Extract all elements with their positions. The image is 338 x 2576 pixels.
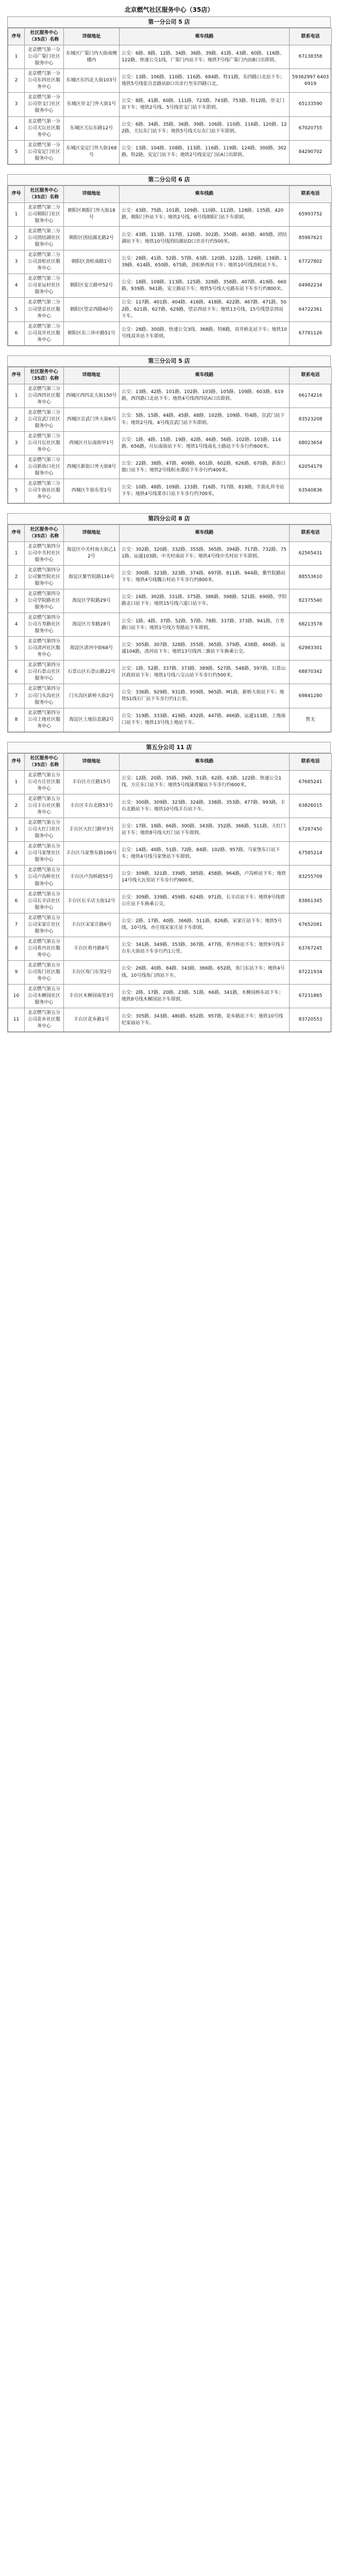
- cell-phone: 83861345: [290, 889, 332, 913]
- cell-center-name: 北京燃气第五分公司花乡社区服务中心: [25, 1008, 64, 1032]
- cell-route: 公交：13路、104路、108路、113路、116路、119路、124路、300路、302路、特2路，安定门站下车；地铁2号线安定门站A口出即到。: [120, 140, 290, 164]
- cell-seq: 1: [8, 45, 25, 69]
- cell-phone: 67652081: [290, 913, 332, 937]
- header-center: 社区服务中心（35店）名称: [25, 185, 64, 202]
- header-center: 社区服务中心（35店）名称: [25, 524, 64, 541]
- cell-address: 东城区广渠门内大街南侧楼内: [64, 45, 120, 69]
- cell-center-name: 北京燃气第四分公司门头沟社区服务中心: [25, 684, 64, 708]
- cell-route: 公交：1路、4路、37路、52路、57路、78路、337路、373路、941路，万寿路口站下车；地铁1号线万寿路站下车即到。: [120, 613, 290, 637]
- cell-address: 朝阳区望京西路40号: [64, 298, 120, 321]
- cell-route: 公交：1路、4路、15路、19路、42路、46路、56路、102路、103路、114路、656路，月坛南街站下车；地铁1号线南礼士路站下车步行约600米。: [120, 432, 290, 455]
- header-center: 社区服务中心（35店）名称: [25, 367, 64, 384]
- branch-section: [7, 16, 331, 165]
- section-title: 第五分公司 11 店: [8, 742, 330, 753]
- cell-address: 西城区月坛南街甲1号: [64, 432, 120, 455]
- table-row: [8, 116, 332, 140]
- cell-seq: 3: [8, 250, 25, 274]
- cell-center-name: 北京燃气第三分公司宣武门社区服务中心: [25, 408, 64, 431]
- cell-seq: 6: [8, 660, 25, 684]
- cell-seq: 4: [8, 842, 25, 866]
- header-seq: 序号: [8, 524, 25, 541]
- cell-address: 丰台区花乡路1号: [64, 1008, 120, 1032]
- table-header-row: [8, 753, 332, 770]
- table-row: [8, 937, 332, 960]
- cell-route: 公交：6路、8路、12路、34路、36路、39路、41路、43路、60路、116路、122路、快速公交1线，广渠门内站下车；地铁7号线广渠门内站B口出即到。: [120, 45, 290, 69]
- cell-address: 门头沟区新桥大街2号: [64, 684, 120, 708]
- cell-seq: 8: [8, 937, 25, 960]
- cell-phone: 65993752: [290, 202, 332, 226]
- cell-phone: 67287450: [290, 818, 332, 842]
- header-phone: 联系电话: [290, 367, 332, 384]
- cell-route: 公交：10路、48路、109路、133路、716路、717路、819路，牛街礼拜寺站下车；地铁4号线菜市口站下车步行约700米。: [120, 479, 290, 503]
- cell-seq: 2: [8, 227, 25, 250]
- cell-route: 公交：5路、15路、44路、45路、48路、102路、109路、特4路，宣武门站下车；地铁2号线、4号线宣武门站下车即到。: [120, 408, 290, 431]
- cell-route: 公交：18路、108路、113路、125路、328路、358路、407路、419路、660路、939路、941路，安立路站下车；地铁5号线大屯路东站下车步行约800米。: [120, 274, 290, 298]
- table-row: [8, 708, 332, 732]
- cell-center-name: 北京燃气第五分公司马家堡社区服务中心: [25, 842, 64, 866]
- cell-route: 公交：26路、40路、84路、343路、366路、652路，角门东站下车；地铁4号线、10号线角门西站下车。: [120, 960, 290, 984]
- table-row: [8, 1008, 332, 1032]
- header-seq: 序号: [8, 367, 25, 384]
- table-row: [8, 889, 332, 913]
- table-header-row: [8, 28, 332, 45]
- header-center: 社区服务中心（35店）名称: [25, 753, 64, 770]
- cell-address: 丰台区大红门路甲3号: [64, 818, 120, 842]
- cell-route: 公交：2路、17路、40路、366路、511路、826路，宋家庄站下车；地铁5号线、10号线、亦庄线宋家庄站下车即到。: [120, 913, 290, 937]
- cell-center-name: 北京燃气第五分公司木樨园社区服务中心: [25, 985, 64, 1008]
- header-phone: 联系电话: [290, 753, 332, 770]
- cell-seq: 5: [8, 637, 25, 660]
- cell-route: 公交：117路、401路、404路、416路、418路、422路、467路、471路、502路、621路、627路、629路，望京西站下车；地铁13号线、15号线望京西站下车。: [120, 298, 290, 321]
- cell-phone: 68870342: [290, 660, 332, 684]
- cell-phone: 67585214: [290, 842, 332, 866]
- header-seq: 序号: [8, 753, 25, 770]
- header-address: 详细地址: [64, 367, 120, 384]
- table-row: [8, 408, 332, 431]
- cell-route: 公交：309路、339路、459路、624路、971路，长辛店站下车；地铁9号线郭公庄站下车换乘公交。: [120, 889, 290, 913]
- cell-seq: 5: [8, 298, 25, 321]
- header-phone: 联系电话: [290, 28, 332, 45]
- cell-address: 丰台区长辛店大街12号: [64, 889, 120, 913]
- cell-address: 西城区西四北大街150号: [64, 384, 120, 408]
- cell-seq: 10: [8, 985, 25, 1008]
- cell-center-name: 北京燃气第四分公司上地社区服务中心: [25, 708, 64, 732]
- cell-address: 海淀区紫竹院路116号: [64, 565, 120, 589]
- cell-center-name: 北京燃气第二分公司团结湖社区服务中心: [25, 227, 64, 250]
- service-center-table: [8, 28, 332, 164]
- cell-seq: 5: [8, 140, 25, 164]
- cell-seq: 3: [8, 432, 25, 455]
- cell-phone: 67138358: [290, 45, 332, 69]
- cell-phone: 88553610: [290, 565, 332, 589]
- cell-seq: 2: [8, 794, 25, 818]
- cell-address: 西城区宣武门外大街6号: [64, 408, 120, 431]
- cell-seq: 3: [8, 93, 25, 116]
- header-address: 详细地址: [64, 185, 120, 202]
- cell-route: 公交：336路、929路、931路、959路、965路、M1路，新桥大街站下车；地铁S1线石厂站下车步行约1公里。: [120, 684, 290, 708]
- cell-route: 公交：13路、106路、110路、116路、684路、特11路，东四路口北站下车；地铁5号线张自忠路站D口出步行至东四路口北。: [120, 69, 290, 93]
- cell-route: 公交：341路、349路、353路、367路、477路，看丹桥站下车；地铁9号线丰台东大街站下车步行约1公里。: [120, 937, 290, 960]
- cell-route: 公交：13路、42路、101路、102路、103路、105路、109路、603路、619路，西四路口北站下车；地铁4号线西四站A口出即到。: [120, 384, 290, 408]
- header-route: 乘车线路: [120, 185, 290, 202]
- cell-center-name: 北京燃气第五分公司卢沟桥社区服务中心: [25, 866, 64, 889]
- cell-route: 公交：43路、75路、101路、109路、110路、112路、128路、135路、420路，朝阳门外站下车；地铁2号线、6号线朝阳门站下车即到。: [120, 202, 290, 226]
- cell-address: 石景山区石景山路22号: [64, 660, 120, 684]
- table-row: [8, 660, 332, 684]
- cell-seq: 3: [8, 818, 25, 842]
- cell-seq: 4: [8, 455, 25, 479]
- cell-seq: 2: [8, 69, 25, 93]
- cell-phone: 87221934: [290, 960, 332, 984]
- table-row: [8, 565, 332, 589]
- cell-phone: 62565431: [290, 541, 332, 565]
- cell-address: 东城区崇文门外大街1号: [64, 93, 120, 116]
- cell-route: 公交：22路、38路、47路、409路、601路、602路、626路、670路，新街口豁口站下车；地铁2号线积水潭站下车步行约400米。: [120, 455, 290, 479]
- cell-phone: 67685241: [290, 770, 332, 794]
- table-row: [8, 93, 332, 116]
- cell-phone: 63767245: [290, 937, 332, 960]
- cell-seq: 2: [8, 565, 25, 589]
- header-phone: 联系电话: [290, 185, 332, 202]
- page-title: 北京燃气社区服务中心（35店）: [124, 6, 214, 13]
- cell-seq: 9: [8, 960, 25, 984]
- cell-address: 朝阳区朝阳门外大街18号: [64, 202, 120, 226]
- service-center-table: [8, 753, 332, 1032]
- cell-center-name: 北京燃气第五分公司角门社区服务中心: [25, 960, 64, 984]
- cell-address: 东城区安定门外大街168号: [64, 140, 120, 164]
- cell-phone: 83523208: [290, 408, 332, 431]
- cell-route: 公交：12路、20路、35路、39路、51路、62路、63路、122路、快速公交1线，方庄东口站下车；地铁5号线蒲黄榆站下车步行约600米。: [120, 770, 290, 794]
- cell-phone: 67020755: [290, 116, 332, 140]
- cell-center-name: 北京燃气第三分公司牛街社区服务中心: [25, 479, 64, 503]
- cell-route: 公交：43路、113路、117路、120路、302路、350路、403路、405路，团结湖站下车；地铁10号线团结湖站D口出步行约500米。: [120, 227, 290, 250]
- service-center-table: [8, 185, 332, 346]
- cell-center-name: 北京燃气第五分公司大红门社区服务中心: [25, 818, 64, 842]
- cell-route: 公交：300路、323路、323路、374路、697路、811路、944路，紫竹院路站下车；地铁4号线魏公村站下车步行约800米。: [120, 565, 290, 589]
- cell-center-name: 北京燃气第二分公司朝阳门社区服务中心: [25, 202, 64, 226]
- cell-address: 丰台区角门东里2号: [64, 960, 120, 984]
- cell-center-name: 北京燃气第一分公司天坛社区服务中心: [25, 116, 64, 140]
- cell-seq: 4: [8, 116, 25, 140]
- section-title: 第一分公司 5 店: [8, 17, 330, 28]
- cell-address: 海淀区万寿路28号: [64, 613, 120, 637]
- cell-seq: 7: [8, 913, 25, 937]
- cell-phone: 83720553: [290, 1008, 332, 1032]
- cell-center-name: 北京燃气第二分公司劲松社区服务中心: [25, 250, 64, 274]
- cell-seq: 3: [8, 589, 25, 613]
- cell-center-name: 北京燃气第一分公司崇文门社区服务中心: [25, 93, 64, 116]
- cell-phone: 68213578: [290, 613, 332, 637]
- table-row: [8, 227, 332, 250]
- cell-seq: 1: [8, 770, 25, 794]
- cell-route: 公交：28路、300路、快速公交3线、368路、特8路，双井桥北站下车；地铁10号线双井站下车即到。: [120, 321, 290, 345]
- branch-section: [7, 513, 331, 733]
- cell-address: 西城区牛街东里1号: [64, 479, 120, 503]
- branch-section: [7, 742, 331, 1033]
- header-seq: 序号: [8, 28, 25, 45]
- table-header-row: [8, 524, 332, 541]
- cell-phone: 83255709: [290, 866, 332, 889]
- table-row: [8, 432, 332, 455]
- table-row: [8, 45, 332, 69]
- table-row: [8, 960, 332, 984]
- cell-phone: 68023654: [290, 432, 332, 455]
- header-address: 详细地址: [64, 28, 120, 45]
- table-row: [8, 866, 332, 889]
- table-row: [8, 613, 332, 637]
- table-row: [8, 455, 332, 479]
- cell-phone: 69841280: [290, 684, 332, 708]
- cell-phone: 82375540: [290, 589, 332, 613]
- table-row: [8, 298, 332, 321]
- table-row: [8, 818, 332, 842]
- cell-route: 公交：319路、333路、419路、432路、447路、466路、运通113路，上地南口站下车；地铁13号线上地站下车。: [120, 708, 290, 732]
- cell-route: 公交：1路、52路、337路、373路、389路、527路、548路、597路，石景山区政府站下车；地铁1号线八宝山站下车步行约500米。: [120, 660, 290, 684]
- cell-center-name: 北京燃气第四分公司学院路社区服务中心: [25, 589, 64, 613]
- table-row: [8, 140, 332, 164]
- cell-address: 朝阳区劲松南路1号: [64, 250, 120, 274]
- cell-seq: 8: [8, 708, 25, 732]
- header-center: 社区服务中心（35店）名称: [25, 28, 64, 45]
- cell-route: 公交：8路、41路、60路、111路、723路、743路、753路、特12路，崇文门站下车；地铁2号线、5号线崇文门站下车即到。: [120, 93, 290, 116]
- cell-center-name: 北京燃气第五分公司宋家庄社区服务中心: [25, 913, 64, 937]
- table-row: [8, 985, 332, 1008]
- cell-seq: 11: [8, 1008, 25, 1032]
- header-route: 乘车线路: [120, 28, 290, 45]
- header-route: 乘车线路: [120, 524, 290, 541]
- table-row: [8, 770, 332, 794]
- cell-seq: 6: [8, 321, 25, 345]
- cell-center-name: 北京燃气第三分公司西四社区服务中心: [25, 384, 64, 408]
- cell-seq: 1: [8, 202, 25, 226]
- table-row: [8, 684, 332, 708]
- cell-seq: 6: [8, 889, 25, 913]
- cell-route: 公交：309路、321路、339路、385路、458路、964路，卢沟桥站下车；地铁14号线大瓦窑站下车步行约900米。: [120, 866, 290, 889]
- cell-center-name: 北京燃气第一分公司广渠门社区服务中心: [25, 45, 64, 69]
- cell-route: 公交：305路、307路、328路、355路、365路、379路、438路、466路、运通104路，清河站下车；地铁13号线西二旗站下车换乘公交。: [120, 637, 290, 660]
- cell-seq: 4: [8, 613, 25, 637]
- table-row: [8, 202, 332, 226]
- cell-phone: 64722361: [290, 298, 332, 321]
- cell-phone: 62054179: [290, 455, 332, 479]
- cell-address: 丰台区马家堡东路106号: [64, 842, 120, 866]
- cell-center-name: 北京燃气第四分公司万寿路社区服务中心: [25, 613, 64, 637]
- section-title: 第三分公司 5 店: [8, 356, 330, 367]
- cell-address: 朝阳区团结湖北路2号: [64, 227, 120, 250]
- cell-address: 东城区东四北大街103号: [64, 69, 120, 93]
- cell-address: 丰台区宋家庄路6号: [64, 913, 120, 937]
- cell-center-name: 北京燃气第二分公司亚运村社区服务中心: [25, 274, 64, 298]
- cell-phone: 65133590: [290, 93, 332, 116]
- cell-address: 朝阳区安立路甲52号: [64, 274, 120, 298]
- table-row: [8, 479, 332, 503]
- cell-phone: 59362997 64036919: [290, 69, 332, 93]
- table-row: [8, 589, 332, 613]
- header-route: 乘车线路: [120, 367, 290, 384]
- table-row: [8, 913, 332, 937]
- table-row: [8, 842, 332, 866]
- cell-address: 西城区新街口外大街8号: [64, 455, 120, 479]
- page: [7, 0, 331, 2576]
- cell-route: 公交：17路、19路、66路、300路、343路、352路、366路、511路，大红门站下车；地铁8号线大红门站下车即到。: [120, 818, 290, 842]
- cell-center-name: 北京燃气第四分公司清河社区服务中心: [25, 637, 64, 660]
- table-header-row: [8, 185, 332, 202]
- header-address: 详细地址: [64, 524, 120, 541]
- cell-address: 丰台区丰台北路53号: [64, 794, 120, 818]
- cell-phone: 66174216: [290, 384, 332, 408]
- section-title: 第二分公司 6 店: [8, 175, 330, 185]
- cell-phone: 67727802: [290, 250, 332, 274]
- header-route: 乘车线路: [120, 753, 290, 770]
- table-row: [8, 794, 332, 818]
- cell-address: 海淀区上地信息路2号: [64, 708, 120, 732]
- cell-seq: 1: [8, 384, 25, 408]
- cell-address: 丰台区卢沟桥路55号: [64, 866, 120, 889]
- cell-address: 东城区天坛东路12号: [64, 116, 120, 140]
- cell-center-name: 北京燃气第三分公司新街口社区服务中心: [25, 455, 64, 479]
- cell-phone: 85987623: [290, 227, 332, 250]
- cell-center-name: 北京燃气第一分公司安定门社区服务中心: [25, 140, 64, 164]
- cell-center-name: 北京燃气第五分公司长辛店社区服务中心: [25, 889, 64, 913]
- table-row: [8, 541, 332, 565]
- cell-center-name: 北京燃气第一分公司东四社区服务中心: [25, 69, 64, 93]
- service-center-table: [8, 524, 332, 732]
- cell-center-name: 北京燃气第二分公司双井社区服务中心: [25, 321, 64, 345]
- cell-address: 海淀区中关村南大街乙12号: [64, 541, 120, 565]
- cell-route: 公交：2路、17路、20路、23路、51路、66路、341路，木樨园桥东站下车；地铁8号线木樨园站下车即到。: [120, 985, 290, 1008]
- cell-center-name: 北京燃气第三分公司月坛社区服务中心: [25, 432, 64, 455]
- branch-section: [7, 174, 331, 346]
- cell-address: 海淀区学院路29号: [64, 589, 120, 613]
- cell-phone: 63540836: [290, 479, 332, 503]
- cell-center-name: 北京燃气第四分公司紫竹院社区服务中心: [25, 565, 64, 589]
- cell-seq: 4: [8, 274, 25, 298]
- cell-route: 公交：14路、40路、51路、72路、84路、102路、957路，马家堡东口站下车；地铁4号线马家堡站下车即到。: [120, 842, 290, 866]
- cell-route: 公交：305路、343路、480路、652路、957路，花乡路站下车；地铁10号线纪家庙站下车。: [120, 1008, 290, 1032]
- cell-route: 公交：302路、320路、332路、355路、365路、394路、717路、732路、751路、运通103路，中关村南站下车；地铁4号线中关村站下车即到。: [120, 541, 290, 565]
- table-row: [8, 384, 332, 408]
- header-seq: 序号: [8, 185, 25, 202]
- cell-address: 朝阳区东三环中路51号: [64, 321, 120, 345]
- cell-address: 丰台区木樨园南里3号: [64, 985, 120, 1008]
- service-center-table: [8, 367, 332, 503]
- cell-phone: 84290702: [290, 140, 332, 164]
- table-header-row: [8, 367, 332, 384]
- cell-phone: 暂无: [290, 708, 332, 732]
- cell-route: 公交：300路、309路、323路、324路、338路、353路、477路、993路，丰台北路站下车；地铁10号线丰台站下车。: [120, 794, 290, 818]
- cell-address: 海淀区清河中街68号: [64, 637, 120, 660]
- cell-seq: 2: [8, 408, 25, 431]
- cell-phone: 62983301: [290, 637, 332, 660]
- cell-center-name: 北京燃气第二分公司望京社区服务中心: [25, 298, 64, 321]
- cell-route: 公交：6路、34路、35路、36路、39路、106路、110路、116路、120路、122路，天坛东门站下车；地铁5号线天坛东门站下车即到。: [120, 116, 290, 140]
- table-row: [8, 637, 332, 660]
- cell-center-name: 北京燃气第四分公司石景山社区服务中心: [25, 660, 64, 684]
- cell-route: 公交：28路、41路、52路、57路、63路、120路、122路、129路、138路、139路、614路、650路、675路，劲松桥西站下车；地铁10号线劲松站下车。: [120, 250, 290, 274]
- cell-route: 公交：16路、302路、331路、375路、386路、398路、521路、690路，学院路北口站下车；地铁15号线六道口站下车。: [120, 589, 290, 613]
- branch-section: [7, 355, 331, 504]
- cell-center-name: 北京燃气第四分公司中关村社区服务中心: [25, 541, 64, 565]
- cell-address: 丰台区方庄路15号: [64, 770, 120, 794]
- header-address: 详细地址: [64, 753, 120, 770]
- cell-seq: 5: [8, 866, 25, 889]
- cell-seq: 1: [8, 541, 25, 565]
- cell-seq: 5: [8, 479, 25, 503]
- header-phone: 联系电话: [290, 524, 332, 541]
- cell-phone: 64982234: [290, 274, 332, 298]
- section-title: 第四分公司 8 店: [8, 514, 330, 524]
- cell-center-name: 北京燃气第五分公司方庄社区服务中心: [25, 770, 64, 794]
- cell-phone: 63826015: [290, 794, 332, 818]
- table-row: [8, 321, 332, 345]
- cell-seq: 7: [8, 684, 25, 708]
- cell-center-name: 北京燃气第五分公司丰台社区服务中心: [25, 794, 64, 818]
- cell-center-name: 北京燃气第五分公司看丹社区服务中心: [25, 937, 64, 960]
- cell-phone: 67781126: [290, 321, 332, 345]
- table-row: [8, 250, 332, 274]
- cell-address: 丰台区看丹路8号: [64, 937, 120, 960]
- table-row: [8, 69, 332, 93]
- table-row: [8, 274, 332, 298]
- cell-phone: 67231865: [290, 985, 332, 1008]
